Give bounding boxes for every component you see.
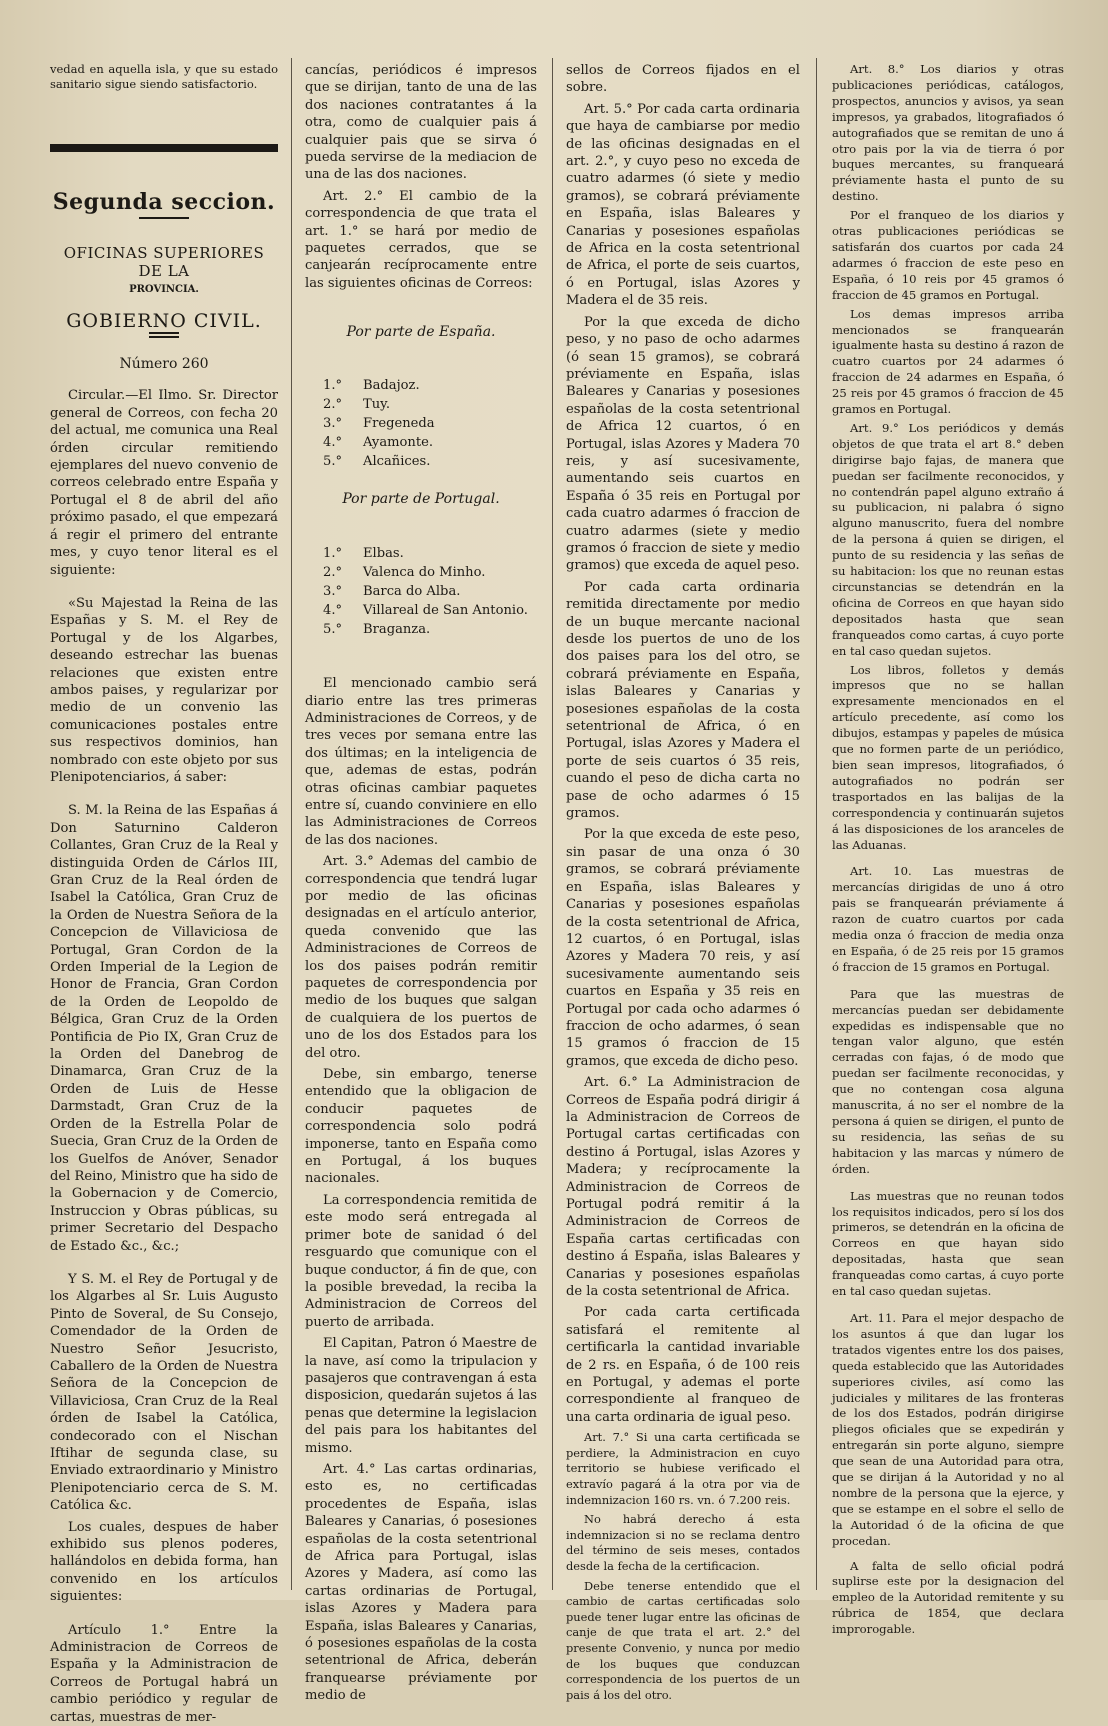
- paragraph: Art. 3.° Ademas del cambio de correspondencia que tendrá lugar por medio de las oficinas designadas en el artículo anterior, queda convenido que las Administraciones de Correos de los dos paises podrán remitir paquetes de correspondencia por medio de los buques que salgan de cualquiera de los puertos de uno de los dos Estados para los del otro.: [305, 854, 537, 1061]
- paragraph: sellos de Correos fijados en el sobre.: [566, 63, 800, 96]
- column-2: [305, 62, 537, 1704]
- paragraph: Por la que exceda de dicho peso, y no paso de ocho adarmes (ó sean 15 gramos), se cobrará préviamente en España, islas Baleares y Canarias y posesiones españolas de la costa setentrional de Africa 12 cuartos, ó en Portugal, islas Azores y Madera 70 reis, y así sucesivamente, aumentando seis cuartos en España ó 35 reis en Portugal por cada cuatro adarmes ó fraccion de cuatro adarmes (siete y medio gramos ó fraccion de siete y medio gramos) que exceda de aquel peso.: [566, 314, 800, 574]
- paragraph: Art. 6.° La Administracion de Correos de España podrá dirigir á la Administracion de Correos de Portugal cartas certificadas con destino á Portugal, islas Azores y Madera; y recíprocamente la Administracion de Correos de Portugal podrá remitir á la Administracion de Correos de España cartas certificadas con destino á España, islas Baleares y Canarias y posesiones españolas de la costa setentrional de Africa.: [566, 1075, 800, 1300]
- list-item: 2.° Tuy.: [323, 396, 390, 412]
- column-1: [50, 62, 279, 1725]
- short-rule: [139, 217, 189, 219]
- list-item: 4.° Villareal de San Antonio.: [323, 603, 528, 619]
- paragraph: A falta de sello oficial podrá suplirse este por la designacion del empleo de la Autoridad remitente y su rúbrica de 1854, que declara improrogable.: [832, 1558, 1064, 1637]
- paragraph: No habrá derecho á esta indemnizacion si no se reclama dentro del término de seis meses, contados desde la fecha de la certificacion.: [566, 1512, 800, 1574]
- paragraph: El Capitan, Patron ó Maestre de la nave, así como la tripulacion y pasajeros que contravengan á esta disposicion, quedarán sujetos á las penas que determine la legislacion del pais para los habitantes del mismo.: [305, 1336, 537, 1456]
- paragraph: «Su Majestad la Reina de las Españas y S. M. el Rey de Portugal y de los Algarbes, deseando estrechar las buenas relaciones que existen entre ambos paises, y regularizar por medio de un convenio las comunicaciones postales entre sus respectivos dominios, han nombrado con este objeto por sus Plenipotenciarios, á saber:: [50, 595, 278, 785]
- column-4: [832, 62, 1064, 1637]
- column-divider: [291, 58, 292, 1590]
- paragraph: S. M. la Reina de las Españas á Don Saturnino Calderon Collantes, Gran Cruz de la Real y distinguida Orden de Cárlos III, Gran Cruz de la Real órden de Isabel la Católica, Gran Cruz de la Orden de Nuestra Señora de la Concepcion de Villaviciosa de Portugal, Gran Cordon de la Orden Imperial de la Legion de Honor de Francia, Gran Cordon de la Orden de Leopoldo de Bélgica, Gran Cruz de la Orden Pontificia de Pio IX, Gran Cruz de la Orden del Danebrog de Dinamarca, Gran Cruz de la Orden de Luis de Hesse Darmstadt, Gran Cruz de la Orden de la Estrella Polar de Suecia, Gran Cruz de la Orden de los Guelfos de Anóver, Senador del Reino, Ministro que ha sido de la Gobernacion y de Comercio, Instruccion y Obras públicas, su primer Secretario del Despacho de Estado &c., &c.;: [50, 803, 279, 1254]
- paragraph: Por cada carta certificada satisfará el remitente al certificarla la cantidad invariable de 2 rs. en España, ó de 100 reis en Portugal, y ademas el porte correspondiente al franqueo de una carta ordinaria de igual peso.: [566, 1305, 800, 1425]
- column-divider: [552, 58, 553, 1590]
- paragraph: Debe, sin embargo, tenerse entendido que la obligacion de conducir paquetes de correspondencia solo podrá imponerse, tanto en España como en Portugal, á los buques nacionales.: [305, 1067, 537, 1187]
- province-label: PROVINCIA.: [129, 284, 199, 296]
- numero-label: Número 260: [119, 356, 209, 373]
- list-item: 1.° Badajoz.: [323, 377, 420, 393]
- list-item: 1.° Elbas.: [323, 546, 404, 562]
- column-3: [566, 62, 800, 1702]
- section-rule: [50, 144, 278, 152]
- paragraph: Por cada carta ordinaria remitida directamente por medio de un buque mercante nacional desde los puertos de uno de los dos paises para los del otro, se cobrará préviamente en España, islas Baleares y Canarias y posesiones españolas de la costa setentrional de Africa, ó en Portugal, islas Azores y Madera el porte de seis cuartos ó 35 reis, cuando el peso de dicha carta no pase de ocho adarmes ó 15 gramos.: [566, 579, 800, 822]
- paragraph: Artículo 1.° Entre la Administracion de Correos de España y la Administracion de Correos de Portugal habrá un cambio periódico y regular de cartas, muestras de mer-: [50, 1622, 278, 1725]
- spain-offices-list: [323, 376, 537, 471]
- paragraph: Art. 5.° Por cada carta ordinaria que haya de cambiarse por medio de las oficinas designadas en el art. 2.°, y cuyo peso no exceda de cuatro adarmes (ó siete y medio gramos), se cobrará préviamente en España, islas Baleares y Canarias y posesiones españolas de Africa en la costa setentrional de Africa, el porte de seis cuartos, ó en Portugal, islas Azores y Madera el de 35 reis.: [566, 101, 800, 309]
- list-item: 3.° Fregeneda: [323, 415, 435, 431]
- subhead-spain: Por parte de España.: [346, 324, 496, 341]
- paragraph: Debe tenerse entendido que el cambio de cartas certificadas solo puede tener lugar entre las oficinas de canje de que trata el art. 2.° del presente Convenio, y nunca por medio de los buques que conduzcan correspondencia de los puertos de un pais á los del otro.: [566, 1578, 800, 1702]
- paragraph: Por la que exceda de este peso, sin pasar de una onza ó 30 gramos, se cobrará préviamente en España, islas Baleares y Canarias y posesiones españolas de la costa setentrional de Africa, 12 cuartos, ó en Portugal, islas Azores y Madera 70 reis, y así sucesivamente aumentando seis cuartos en España y 35 reis en Portugal por cada ocho adarmes ó fraccion de ocho adarmes, ó sean 15 gramos ó fraccion de 15 gramos, que exceda de dicho peso.: [566, 827, 800, 1069]
- paragraph: Y S. M. el Rey de Portugal y de los Algarbes al Sr. Luis Augusto Pinto de Soveral, de Su Consejo, Comendador de la Orden de Nuestro Señor Jesucristo, Caballero de la Orden de Nuestra Señora de la Concepcion de Villaviciosa, Cran Cruz de la Real órden de Isabel la Católica, condecorado con el Nischan Iftihar de segunda clase, su Enviado extraordinario y Ministro Plenipotenciario cerca de S. M. Católica &c.: [50, 1271, 278, 1514]
- paragraph: Art. 8.° Los diarios y otras publicaciones periódicas, catálogos, prospectos, anuncios y avisos, ya sean impresos, ya grabados, litografiados ó autografiados que se remitan de uno á otro pais por la via de tierra ó por buques mercantes, su franqueará préviamente hasta el punto de su destino.: [832, 62, 1064, 204]
- list-item: 2.° Valenca do Minho.: [323, 565, 486, 581]
- list-item: 4.° Ayamonte.: [323, 434, 434, 450]
- paragraph: Los libros, folletos y demás impresos que no se hallan expresamente mencionados en el artículo precedente, así como los dibujos, estampas y papeles de música que no formen parte de un periódico, bien sean impresos, litografiados, ó autografiados no podrán ser trasportados en las balijas de la correspondencia y continuarán sujetos á las disposiciones de los aranceles de las Aduanas.: [832, 662, 1064, 852]
- paragraph: Art. 10. Las muestras de mercancías dirigidas de uno á otro pais se franquearán préviamente á razon de cuatro cuartos por cada media onza ó fraccion de media onza en España, ó de 25 reis por 15 gramos ó fraccion de 15 gramos en Portugal.: [832, 864, 1064, 974]
- paragraph: Art. 9.° Los periódicos y demás objetos de que trata el art 8.° deben dirigirse bajo fajas, de manera que puedan ser facilmente reconocidos, y no contendrán papel alguno extraño á su publicacion, ni palabra ó signo alguno manuscrito, fuera del nombre de la persona á quien se dirigen, el punto de su residencia y las señas de su habitacion: los que no reunan estas circunstancias se detendrán en la oficina de Correos en que hayan sido depositados hasta que sean franqueados como cartas, á cuyo porte en tal caso quedan sujetos.: [832, 420, 1064, 658]
- paragraph: Circular.—El Ilmo. Sr. Director general de Correos, con fecha 20 del actual, me comunica una Real órden circular remitiendo ejemplares del nuevo convenio de correos celebrado entre España y Portugal el 8 de abril del año próximo pasado, el que empezará á regir el primero del entrante mes, y cuyo tenor literal es el siguiente:: [50, 388, 278, 578]
- paragraph: Para que las muestras de mercancías puedan ser debidamente expedidas es indispensable que no tengan valor alguno, que estén cerradas con fajas, ó de modo que puedan ser facilmente reconocidas, y que no contengan cosa alguna manuscrita, á no ser el nombre de la persona á quien se dirigen, el punto de su residencia, las señas de su habitacion y las marcas y número de órden.: [832, 986, 1064, 1176]
- list-item: 3.° Barca do Alba.: [323, 584, 461, 600]
- paragraph: Los demas impresos arriba mencionados se franquearán igualmente hasta su destino á razon de cuatro cuartos por 24 adarmes ó fraccion de 24 adarmes en España, ó 25 reis por 45 gramos ó fraccion de 45 gramos en Portugal.: [832, 306, 1064, 417]
- gobierno-title: GOBIERNO CIVIL.: [66, 309, 262, 332]
- column-divider: [816, 58, 817, 1590]
- paragraph: cancías, periódicos é impresos que se dirijan, tanto de una de las dos naciones contratantes á la otra, como de cualquier pais á cualquier pais que se sirva ó pueda servirse de la mediacion de una de las dos naciones.: [305, 63, 537, 183]
- list-item: 5.° Braganza.: [323, 622, 431, 638]
- paragraph: El mencionado cambio será diario entre las tres primeras Administraciones de Correos, y de tres veces por semana entre las dos últimas; en la inteligencia de que, ademas de estas, podrán otras oficinas cambiar paquetes entre sí, cuando conviniere en ello las Administraciones de Correos de las dos naciones.: [305, 676, 537, 848]
- portugal-offices-list: [323, 544, 537, 639]
- paragraph: Art. 11. Para el mejor despacho de los asuntos á que dan lugar los tratados vigentes entre los dos paises, queda establecido que las Autoridades superiores civiles, así como las judiciales y militares de las fronteras de los dos Estados, podrán dirigirse pliegos oficiales que se expedirán y entregarán sin porte alguno, siempre que sean de una Autoridad para otra, que se dirijan á la Autoridad y no al nombre de la persona que la ejerce, y que se estampe en el sobre el sello de la Autoridad ó de la oficina de que procedan.: [832, 1310, 1064, 1548]
- office-title: OFICINAS SUPERIORES DE LA: [63, 244, 265, 280]
- paragraph: Por el franqueo de los diarios y otras publicaciones periódicas se satisfarán dos cuartos por cada 24 adarmes ó fraccion de este peso en España, ó 10 reis por 45 gramos ó fraccion de 45 gramos en Portugal.: [832, 208, 1064, 302]
- paragraph: Los cuales, despues de haber exhibido sus plenos poderes, hallándolos en debida forma, han convenido en los artículos siguientes:: [50, 1519, 278, 1605]
- double-rule: [149, 332, 179, 338]
- paragraph: Art. 2.° El cambio de la correspondencia de que trata el art. 1.° se hará por medio de paquetes cerrados, que se canjearán recíprocamente entre las siguientes oficinas de Correos:: [305, 188, 537, 291]
- paragraph: La correspondencia remitida de este modo será entregada al primer bote de sanidad ó del resguardo que comunique con el buque conductor, á fin de que, con la posible brevedad, la reciba la Administracion de Correos del puerto de arribada.: [305, 1192, 537, 1330]
- paragraph: Art. 7.° Si una carta certificada se perdiere, la Administracion en cuyo territorio se hubiese verificado el extravío pagará á la otra por via de indemnizacion 160 rs. vn. ó 7.200 reis.: [566, 1430, 800, 1507]
- section-title: Segunda seccion.: [52, 189, 276, 215]
- subhead-portugal: Por parte de Portugal.: [342, 490, 500, 507]
- paragraph: Las muestras que no reunan todos los requisitos indicados, pero sí los dos primeros, se detendrán en la oficina de Correos en que hayan sido depositadas, hasta que sean franqueadas como cartas, á cuyo porte en tal caso quedan sujetas.: [832, 1188, 1064, 1299]
- paragraph: Art. 4.° Las cartas ordinarias, esto es, no certificadas procedentes de España, islas Baleares y Canarias, ó posesiones españolas de la costa setentrional de Africa para Portugal, islas Azores y Madera, así como las cartas ordinarias de Portugal, islas Azores y Madera para España, islas Baleares y Canarias, ó posesiones españolas de la costa setentrional de Africa, deberán franquearse préviamente por medio de: [305, 1461, 537, 1704]
- list-item: 5.° Alcañices.: [323, 453, 431, 469]
- intro-text: vedad en aquella isla, y que su estado sanitario sigue siendo satisfactorio.: [50, 62, 278, 91]
